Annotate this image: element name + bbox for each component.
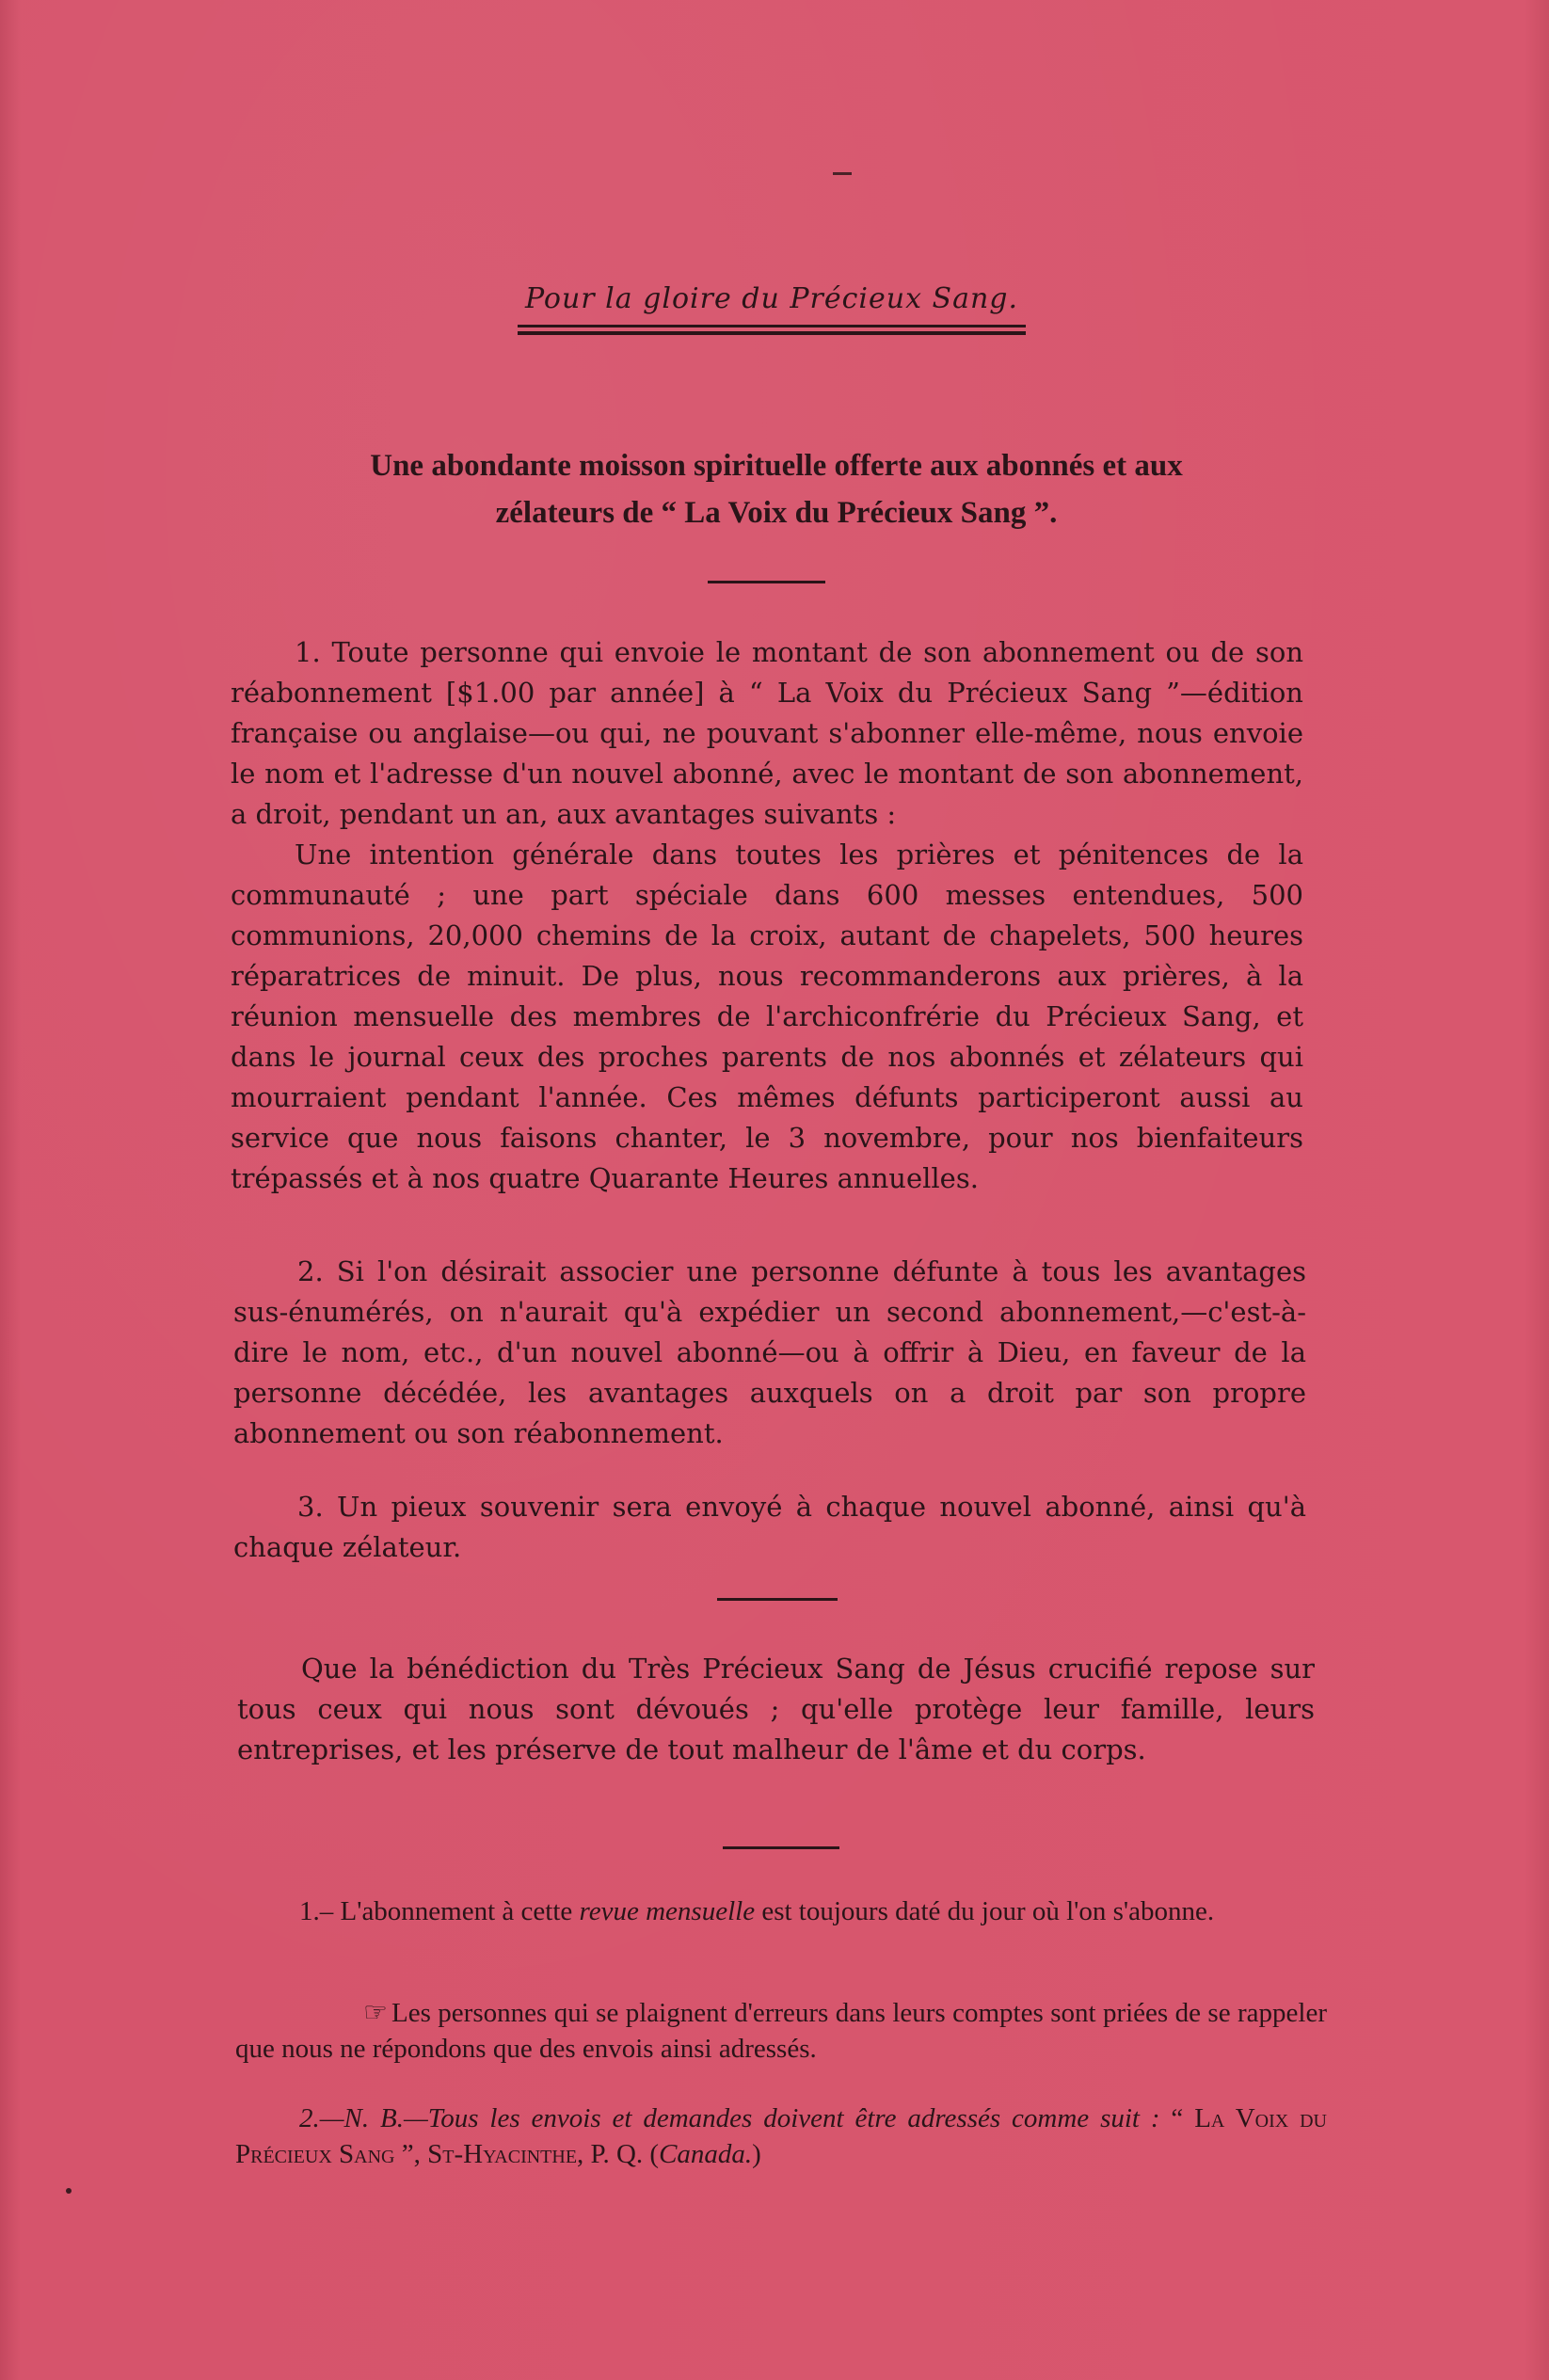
note-1-text <box>235 1893 1327 1929</box>
title-line-2: zélateurs de “ La Voix du Précieux Sang ”. <box>495 496 1058 530</box>
section-3 <box>233 1487 1306 1568</box>
note-2-text <box>235 1995 1327 2067</box>
note-3-italic: 2.—N. B.—Tous les envois et demandes doivent être adressés comme suit : <box>299 2103 1160 2133</box>
stray-mark <box>833 172 852 175</box>
note-1-italic: revue mensuelle <box>579 1896 756 1926</box>
header-rule-thick <box>518 331 1026 335</box>
section-2 <box>233 1252 1306 1454</box>
note-3-close: ) <box>752 2139 761 2169</box>
title-line-1: Une abondante moisson spirituelle offerte aux abonnés et aux <box>370 449 1183 483</box>
blessing <box>237 1649 1315 1770</box>
header-rule <box>518 325 1026 327</box>
separator-rule <box>708 581 825 583</box>
header-banner <box>508 282 1035 335</box>
section-1-paragraph-1: 1. Toute personne qui envoie le montant de son abonnement ou de son réabonnement [$1.00 par année] à “ La Voix du Précieux Sang ”—édition française ou anglaise—ou qui, ne pouvant s'abonner elle-même, nous envoie le nom et l'adresse d'un nouvel abonné, avec le montant de son abonnement, a droit, pendant un an, aux avantages suivants : <box>231 636 1303 830</box>
note-3-address: “ La Voix du Précieux Sang ”, St-Hyacinthe, P. Q. ( <box>235 2103 1327 2169</box>
section-1-paragraph-2: Une intention générale dans toutes les prières et pénitences de la communauté ; une part spéciale dans 600 messes entendues, 500 communions, 20,000 chemins de la croix, autant de chapelets, 500 heures réparatrices de minuit. De plus, nous recommanderons aux prières, à la réunion mensuelle des membres de l'archiconfrérie du Précieux Sang, et dans le journal ceux des proches parents de nos abonnés et zélateurs qui mourraient pendant l'année. Ces mêmes défunts participeront aussi au service que nous faisons chanter, le 3 novembre, pour nos bienfaiteurs trépassés et à nos quatre Quarante Heures annuelles. <box>231 839 1303 1194</box>
pointing-hand-icon: ☞ <box>363 1998 388 2028</box>
section-2-paragraph: 2. Si l'on désirait associer une personne défunte à tous les avantages sus-énumérés, on n'aurait qu'à expédier un second abonnement,—c'est-à-dire le nom, etc., d'un nouvel abonné—ou à offrir à Dieu, en faveur de la personne décédée, les avantages auxquels on a droit par son propre abonnement ou son réabonnement. <box>233 1255 1306 1449</box>
header-text: Pour la gloire du Précieux Sang. <box>524 282 1019 315</box>
note-subscription-date <box>235 1893 1327 1929</box>
note-1-prefix: 1.– L'abonnement à cette <box>299 1896 580 1926</box>
note-address <box>235 2100 1327 2172</box>
note-1-suffix: est toujours daté du jour où l'on s'abonne. <box>755 1896 1215 1926</box>
section-1 <box>231 632 1303 1199</box>
note-3-country: Canada. <box>659 2139 753 2169</box>
note-account-errors <box>235 1995 1327 2067</box>
separator-rule <box>723 1846 839 1849</box>
document-title <box>273 442 1280 536</box>
blessing-paragraph: Que la bénédiction du Très Précieux Sang de Jésus crucifié repose sur tous ceux qui nous sont dévoués ; qu'elle protège leur famille, leurs entreprises, et les préserve de tout malheur de l'âme et du corps. <box>237 1653 1315 1765</box>
note-2-body: Les personnes qui se plaignent d'erreurs dans leurs comptes sont priées de se rappeler que nous ne répondons que des envois ainsi adressés. <box>235 1998 1327 2064</box>
separator-rule <box>717 1598 838 1601</box>
section-3-paragraph: 3. Un pieux souvenir sera envoyé à chaque nouvel abonné, ainsi qu'à chaque zélateur. <box>233 1491 1306 1563</box>
stray-dot <box>66 2188 72 2194</box>
note-3-text <box>235 2100 1327 2172</box>
